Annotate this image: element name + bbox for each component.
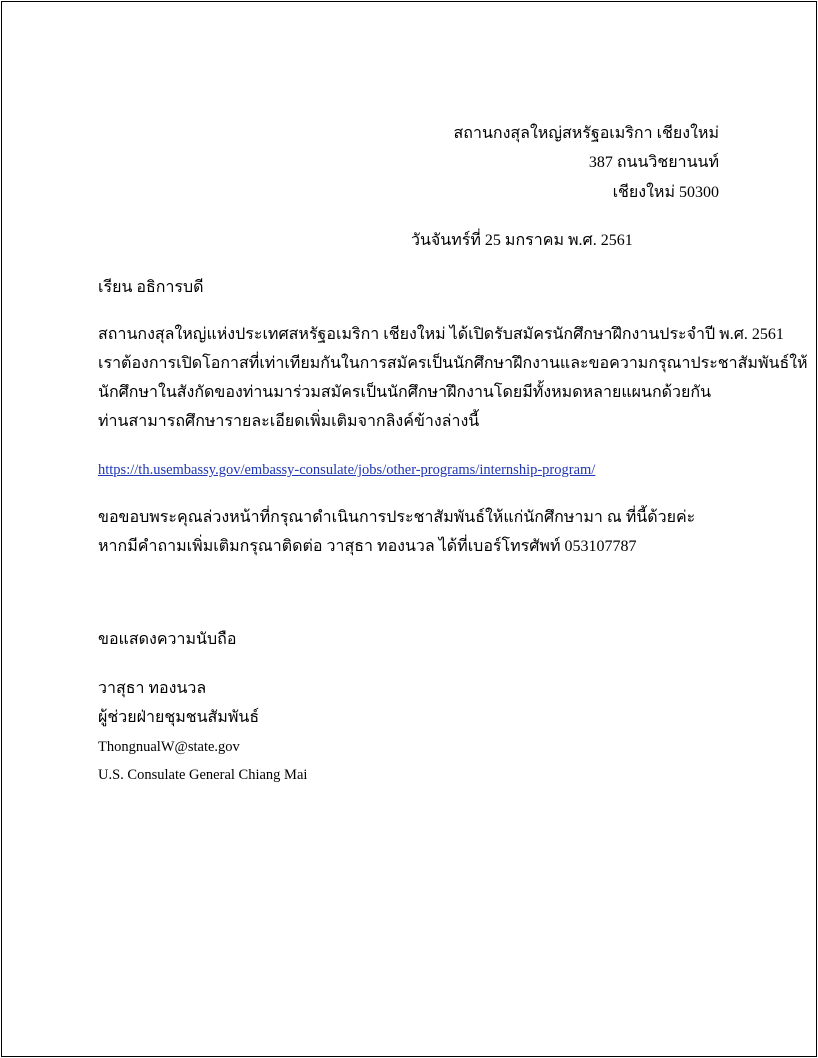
body-line-3: นักศึกษาในสังกัดของท่านมาร่วมสมัครเป็นนักศึกษาฝึกงานโดยมีทั้งหมดหลายแผนกด้วยกัน: [98, 384, 712, 401]
internship-program-link[interactable]: https://th.usembassy.gov/embassy-consulate/jobs/other-programs/internship-program/: [98, 462, 596, 478]
letter-page: [1, 1, 817, 1057]
thanks-line-2: หากมีคำถามเพิ่มเติมกรุณาติดต่อ วาสุธา ทองนวล ได้ที่เบอร์โทรศัพท์ 053107787: [98, 538, 637, 555]
sender-address-line-2: 387 ถนนวิชยานนท์: [588, 154, 719, 171]
letter-date: วันจันทร์ที่ 25 มกราคม พ.ศ. 2561: [411, 232, 633, 249]
signature-email: ThongnualW@state.gov: [98, 739, 240, 755]
sender-address-line-1: สถานกงสุลใหญ่สหรัฐอเมริกา เชียงใหม่: [453, 125, 719, 142]
signature-name: วาสุธา ทองนวล: [98, 680, 207, 697]
sender-address-line-3: เชียงใหม่ 50300: [612, 184, 719, 201]
signature-position: ผู้ช่วยฝ่ายชุมชนสัมพันธ์: [98, 709, 260, 726]
signature-organization: U.S. Consulate General Chiang Mai: [98, 767, 308, 783]
body-line-1: สถานกงสุลใหญ่แห่งประเทศสหรัฐอเมริกา เชียงใหม่ ได้เปิดรับสมัครนักศึกษาฝึกงานประจำปี พ.ศ. 2561: [98, 326, 784, 343]
salutation: เรียน อธิการบดี: [98, 279, 204, 296]
thanks-line-1: ขอขอบพระคุณล่วงหน้าที่กรุณาดำเนินการประชาสัมพันธ์ให้แก่นักศึกษามา ณ ที่นี้ด้วยค่ะ: [98, 509, 696, 526]
body-line-2: เราต้องการเปิดโอกาสที่เท่าเทียมกันในการสมัครเป็นนักศึกษาฝึกงานและขอความกรุณาประชาสัมพันธ์ให้: [98, 355, 808, 372]
closing: ขอแสดงความนับถือ: [98, 631, 237, 648]
body-line-4: ท่านสามารถศึกษารายละเอียดเพิ่มเติมจากลิงค์ข้างล่างนี้: [98, 413, 480, 430]
